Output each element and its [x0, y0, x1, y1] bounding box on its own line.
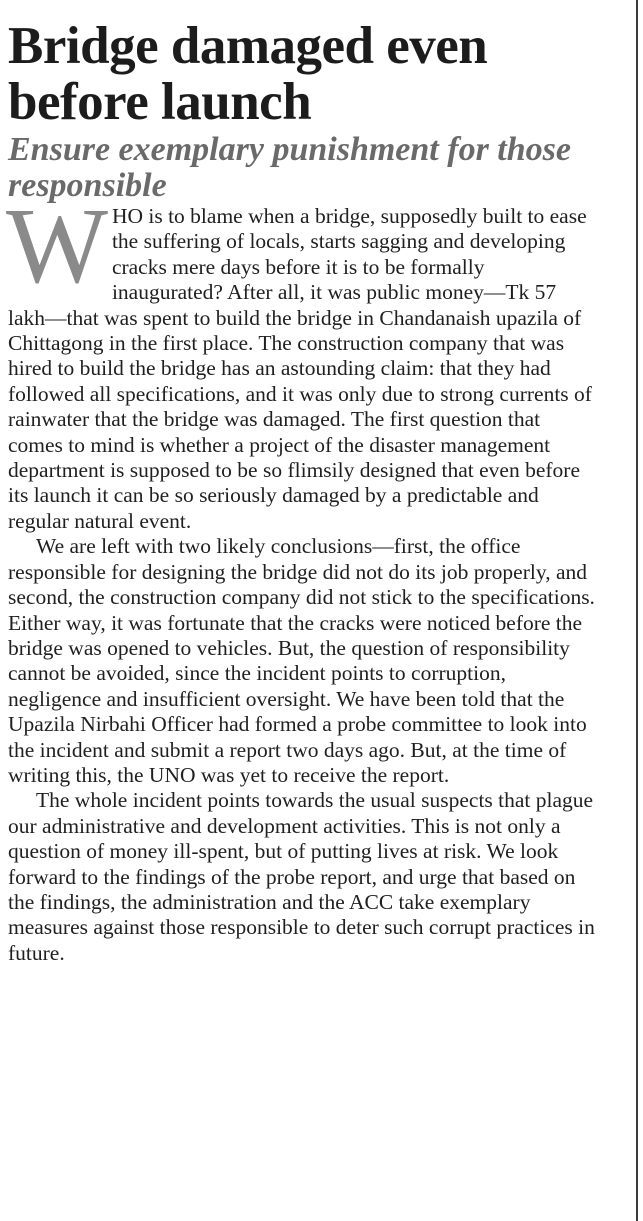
subheadline: Ensure exemplary punishment for those responsible — [8, 131, 571, 204]
paragraph-1 — [6, 187, 598, 534]
paragraph-2: We are left with two likely conclusions—first, the office responsible for designing the bridge did not do its job properly, and second, the construction company did not stick to the specifications. Either way, it was fortunate that the cracks were noticed before the bridge was opened to vehicles. But, the question of responsibility cannot be avoided, since the incident points to corruption, negligence and insufficient oversight. We have been told that the Upazila Nirbahi Officer had formed a probe committee to look into the incident and submit a report two days ago. But, at the time of writing this, the UNO was yet to receive the report. — [8, 534, 595, 787]
column-rule — [636, 0, 638, 1221]
editorial-article — [8, 18, 598, 966]
paragraph-1-text: HO is to blame when a bridge, supposedly built to ease the suffering of locals, starts sagging and developing cracks mere days before it is to be formally inaugurated? After all, it was public money—Tk 57 lakh—that was spent to build the bridge in Chandanaish upazila of Chittagong in the first place. The construction company that was hired to build the bridge has an astounding claim: that they had followed all specifications, and it was only due to strong currents of rainwater that the bridge was damaged. The first question that comes to mind is whether a project of the disaster management department is supposed to be so flimsily designed that even before its launch it can be so seriously damaged by a predictable and regular natural event. — [8, 204, 592, 533]
drop-cap: W — [6, 187, 108, 306]
article-body — [6, 187, 598, 966]
paragraph-3: The whole incident points towards the usual suspects that plague our administrative and development activities. This is not only a question of money ill-spent, but of putting lives at risk. We look forward to the findings of the probe report, and urge that based on the findings, the administration and the ACC take exemplary measures against those responsible to deter such corrupt practices in future. — [8, 788, 595, 965]
headline: Bridge damaged even before launch — [8, 17, 488, 131]
